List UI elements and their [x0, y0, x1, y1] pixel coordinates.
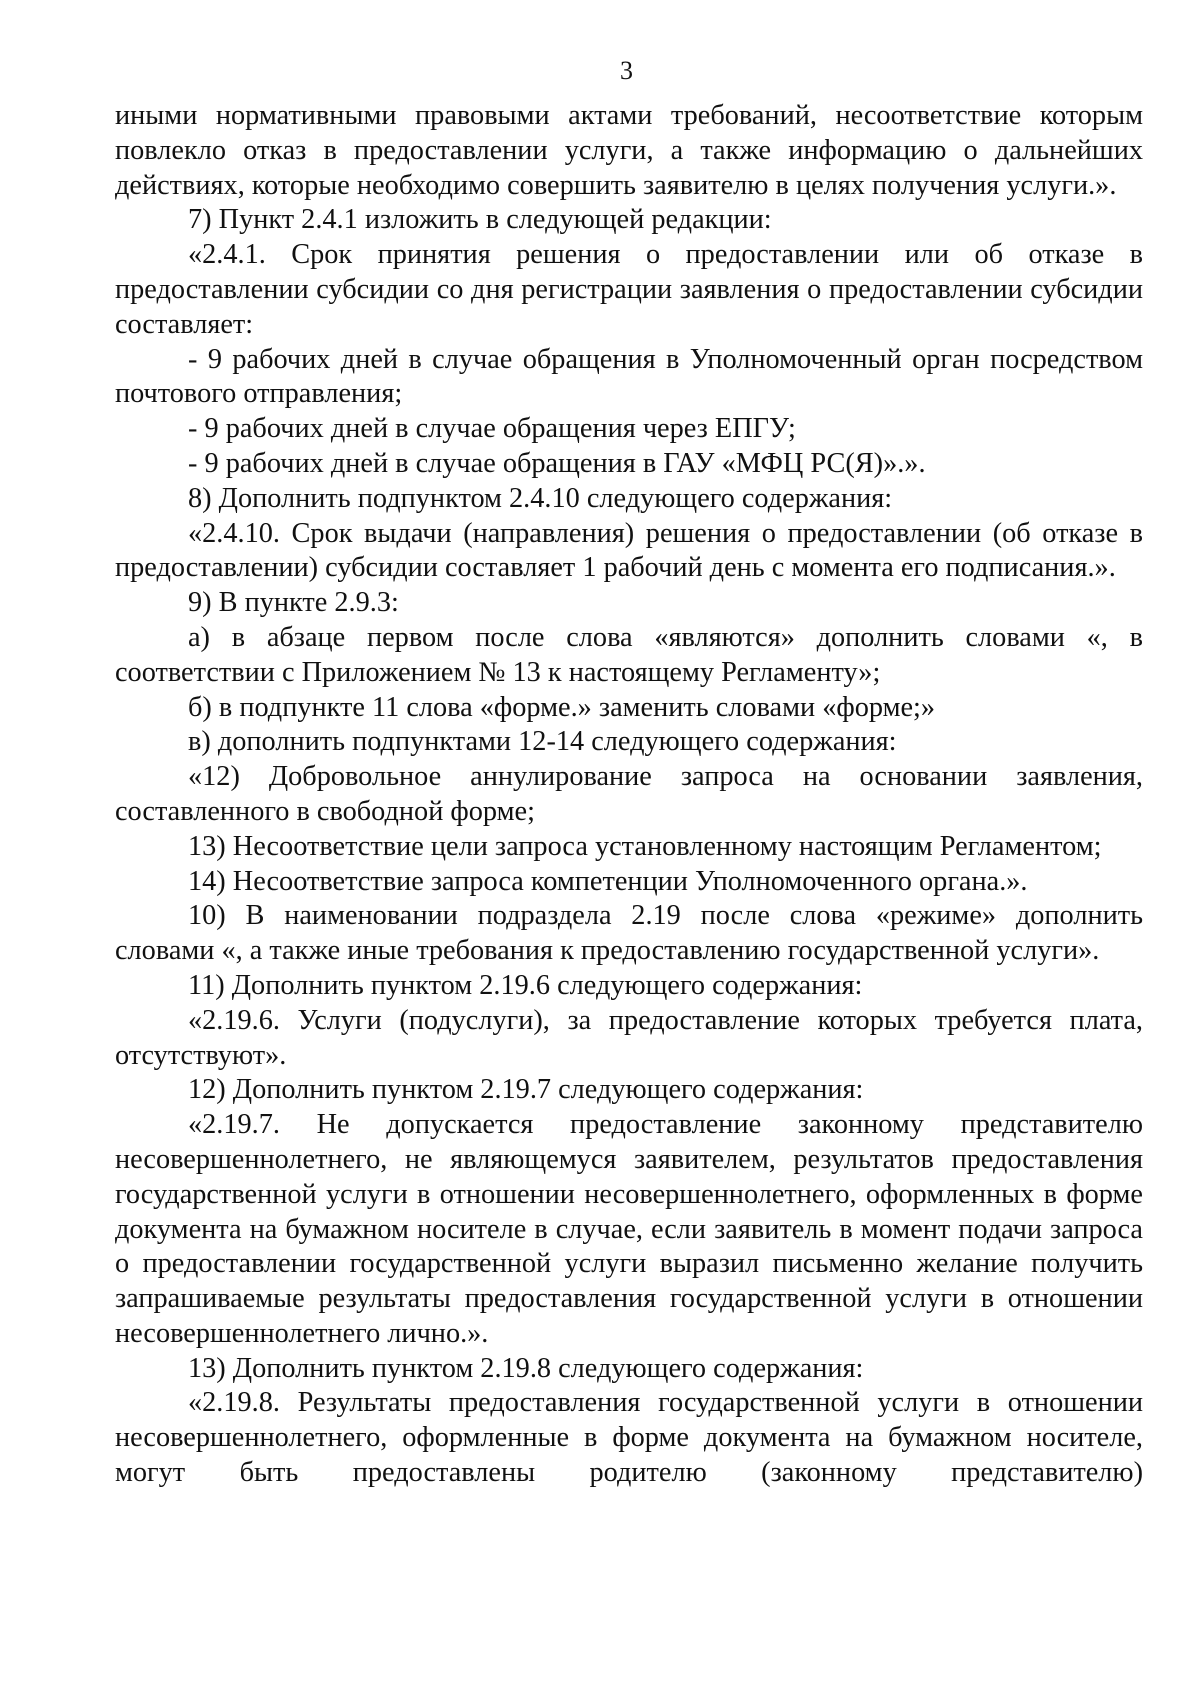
paragraph: 11) Дополнить пунктом 2.19.6 следующего содержания:	[188, 969, 863, 1001]
paragraph: 7) Пункт 2.4.1 изложить в следующей редакции:	[188, 204, 772, 236]
paragraph: - 9 рабочих дней в случае обращения через ЕПГУ;	[188, 413, 796, 445]
paragraph: 14) Несоответствие запроса компетенции Уполномоченного органа.».	[188, 865, 1028, 897]
paragraph: 9) В пункте 2.9.3:	[188, 587, 399, 619]
paragraph: в) дополнить подпунктами 12-14 следующего содержания:	[188, 726, 897, 758]
paragraph: - 9 рабочих дней в случае обращения в Уполномоченный орган посредством почтового отправления;	[115, 343, 1143, 410]
paragraph: «2.19.7. Не допускается предоставление законному представителю несовершеннолетнего, не являющемуся заявителем, результатов предоставления государственной услуги в отношении несовершеннолетнего, оформленных в форме документа на бумажном носителе в случае, если заявитель в момент подачи запроса о предоставлении государственной услуги выразил письменно желание получить запрашиваемые результаты предоставления государственной услуги в отношении несовершеннолетнего лично.».	[115, 1109, 1143, 1349]
paragraph: «12) Добровольное аннулирование запроса на основании заявления, составленного в свободной форме;	[115, 761, 1143, 827]
paragraph: «2.4.1. Срок принятия решения о предоставлении или об отказе в предоставлении субсидии со дня регистрации заявления о предоставлении субсидии составляет:	[115, 239, 1143, 340]
paragraph: «2.4.10. Срок выдачи (направления) решения о предоставлении (об отказе в предоставлении) субсидии составляет 1 рабочий день с момента его подписания.».	[115, 517, 1143, 584]
paragraph: «2.19.8. Результаты предоставления государственной услуги в отношении несовершеннолетнего, оформленные в форме документа на бумажном носителе, могут быть предоставлены родителю (законному представителю)	[115, 1387, 1143, 1489]
paragraph: а) в абзаце первом после слова «являются» дополнить словами «, в соответствии с Приложением № 13 к настоящему Регламенту»;	[115, 621, 1143, 688]
paragraph: б) в подпункте 11 слова «форме.» заменить словами «форме;»	[188, 691, 936, 723]
page-number: 3	[620, 56, 633, 85]
paragraph: 10) В наименовании подраздела 2.19 после слова «режиме» дополнить словами «, а также иные требования к предоставлению государственной услуги».	[115, 900, 1143, 967]
paragraph: 13) Дополнить пунктом 2.19.8 следующего содержания:	[188, 1352, 864, 1384]
paragraph: - 9 рабочих дней в случае обращения в ГАУ «МФЦ РС(Я)».».	[188, 447, 926, 479]
paragraph: «2.19.6. Услуги (подуслуги), за предоставление которых требуется плата, отсутствуют».	[115, 1004, 1143, 1071]
document-body	[115, 99, 1143, 1491]
paragraph: 13) Несоответствие цели запроса установленному настоящим Регламентом;	[188, 830, 1102, 862]
paragraph: 8) Дополнить подпунктом 2.4.10 следующего содержания:	[188, 482, 893, 514]
paragraph: иными нормативными правовыми актами требований, несоответствие которым повлекло отказ в предоставлении услуги, а также информацию о дальнейших действиях, которые необходимо совершить заявителю в целях получения услуги.».	[115, 100, 1143, 201]
paragraph: 12) Дополнить пунктом 2.19.7 следующего содержания:	[188, 1074, 864, 1106]
